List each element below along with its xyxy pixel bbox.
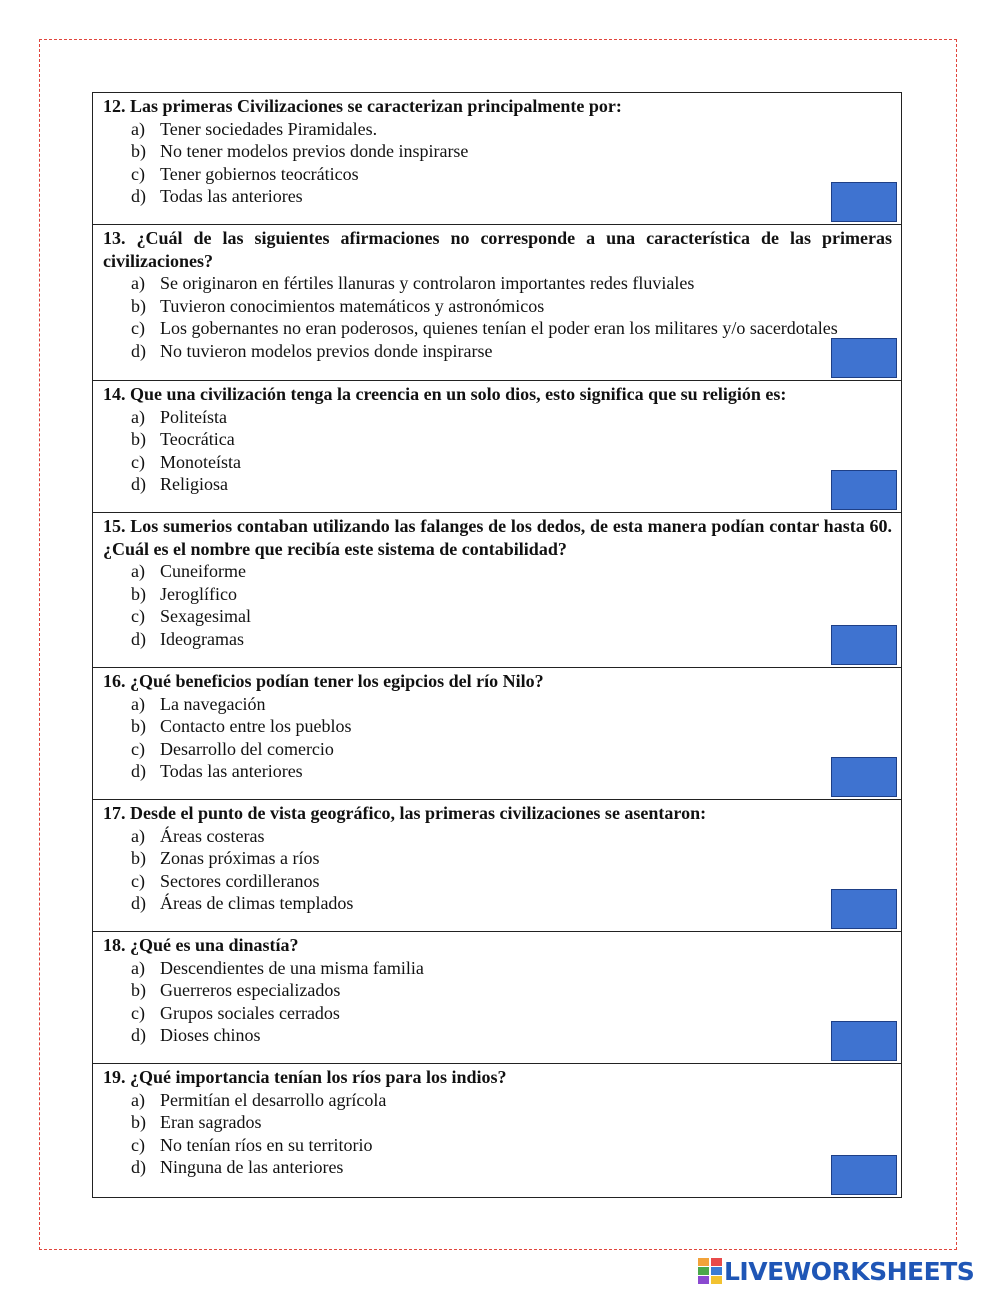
- answer-input-14[interactable]: [831, 470, 897, 510]
- option-text: Tuvieron conocimientos matemáticos y astronómicos: [160, 295, 545, 316]
- option-text: Sexagesimal: [160, 606, 251, 626]
- option-text: Áreas de climas templados: [160, 893, 354, 913]
- option-text: Zonas próximas a ríos: [160, 848, 320, 868]
- option-text: No tenían ríos en su territorio: [160, 1134, 373, 1155]
- option-letter: a): [131, 561, 145, 581]
- question-12: [93, 93, 901, 224]
- question-text: 17. Desde el punto de vista geográfico, las primeras civilizaciones se asentaron:: [103, 803, 707, 823]
- option-letter: c): [131, 1134, 145, 1155]
- answer-input-19[interactable]: [831, 1155, 897, 1195]
- option-text: Ideogramas: [160, 628, 244, 649]
- option-text: Cuneiforme: [160, 561, 246, 581]
- option-text: Jeroglífico: [160, 583, 237, 604]
- option-list: [103, 693, 892, 783]
- option-letter: b): [131, 583, 146, 604]
- option-letter: b): [131, 848, 146, 868]
- option-letter: c): [131, 451, 145, 472]
- question-15: [93, 512, 901, 667]
- option-letter: b): [131, 295, 146, 316]
- answer-input-13[interactable]: [831, 338, 897, 378]
- option-a: [103, 1089, 892, 1112]
- option-c: [103, 451, 892, 474]
- option-text: Religiosa: [160, 474, 228, 494]
- option-letter: b): [131, 716, 146, 736]
- option-list: [103, 1089, 892, 1179]
- option-d: [103, 628, 892, 651]
- option-letter: d): [131, 186, 146, 206]
- option-list: [103, 118, 892, 208]
- option-letter: c): [131, 870, 145, 891]
- answer-input-17[interactable]: [831, 889, 897, 929]
- option-b: [103, 583, 892, 606]
- option-text: Teocrática: [160, 429, 235, 449]
- question-text: 15. Los sumerios contaban utilizando las falanges de los dedos, de esta manera podían contar hasta 60. ¿Cuál es el nombre que recibía este sistema de contabilidad?: [103, 516, 892, 559]
- option-c: [103, 317, 892, 340]
- option-letter: b): [131, 429, 146, 449]
- option-text: Los gobernantes no eran poderosos, quienes tenían el poder eran los militares y/o sacerdotales: [160, 318, 838, 338]
- option-a: [103, 118, 892, 141]
- option-c: [103, 1002, 892, 1025]
- option-list: [103, 825, 892, 915]
- option-letter: b): [131, 141, 146, 161]
- question-text: 16. ¿Qué beneficios podían tener los egipcios del río Nilo?: [103, 671, 544, 691]
- option-a: [103, 406, 892, 429]
- option-d: [103, 473, 892, 496]
- option-c: [103, 163, 892, 186]
- option-text: Descendientes de una misma familia: [160, 957, 424, 978]
- option-a: [103, 825, 892, 848]
- question-14: [93, 380, 901, 512]
- option-text: Guerreros especializados: [160, 980, 341, 1000]
- question-13: [93, 224, 901, 380]
- question-text: 13. ¿Cuál de las siguientes afirmaciones no corresponde a una característica de las primeras civilizaciones?: [103, 228, 892, 271]
- answer-input-15[interactable]: [831, 625, 897, 665]
- option-letter: d): [131, 761, 146, 781]
- option-letter: d): [131, 474, 146, 494]
- liveworksheets-logo: [698, 1257, 974, 1285]
- option-d: [103, 1024, 892, 1047]
- option-d: [103, 1156, 892, 1179]
- option-letter: a): [131, 118, 145, 139]
- option-letter: d): [131, 893, 146, 913]
- option-d: [103, 185, 892, 208]
- option-letter: c): [131, 738, 145, 759]
- option-letter: c): [131, 1002, 145, 1023]
- option-text: Ninguna de las anteriores: [160, 1157, 344, 1177]
- question-18: [93, 931, 901, 1063]
- option-b: [103, 1111, 892, 1134]
- option-letter: a): [131, 1089, 145, 1110]
- option-letter: b): [131, 980, 146, 1000]
- option-list: [103, 560, 892, 650]
- option-text: Tener sociedades Piramidales.: [160, 118, 378, 139]
- option-text: Se originaron en fértiles llanuras y controlaron importantes redes fluviales: [160, 273, 695, 293]
- option-letter: d): [131, 340, 146, 361]
- option-text: Dioses chinos: [160, 1025, 261, 1045]
- question-17: [93, 799, 901, 931]
- option-text: No tuvieron modelos previos donde inspirarse: [160, 340, 493, 361]
- option-b: [103, 140, 892, 163]
- option-letter: c): [131, 606, 145, 626]
- option-c: [103, 605, 892, 628]
- option-letter: d): [131, 1025, 146, 1045]
- option-text: Grupos sociales cerrados: [160, 1002, 340, 1023]
- option-b: [103, 979, 892, 1002]
- option-d: [103, 760, 892, 783]
- option-text: Politeísta: [160, 406, 227, 427]
- option-text: Contacto entre los pueblos: [160, 716, 352, 736]
- option-text: Todas las anteriores: [160, 186, 303, 206]
- option-list: [103, 957, 892, 1047]
- option-a: [103, 693, 892, 716]
- option-a: [103, 957, 892, 980]
- option-text: Tener gobiernos teocráticos: [160, 163, 359, 184]
- option-letter: c): [131, 163, 145, 184]
- option-a: [103, 272, 892, 295]
- question-text: 19. ¿Qué importancia tenían los ríos para los indios?: [103, 1067, 507, 1087]
- option-letter: a): [131, 825, 145, 846]
- option-text: Eran sagrados: [160, 1112, 262, 1132]
- option-b: [103, 715, 892, 738]
- option-text: Todas las anteriores: [160, 761, 303, 781]
- option-c: [103, 1134, 892, 1157]
- option-letter: a): [131, 693, 145, 714]
- option-letter: d): [131, 628, 146, 649]
- question-text: 14. Que una civilización tenga la creencia en un solo dios, esto significa que su religión es:: [103, 384, 787, 404]
- option-list: [103, 272, 892, 362]
- question-19: [93, 1063, 901, 1197]
- option-text: La navegación: [160, 693, 266, 714]
- option-text: Permitían el desarrollo agrícola: [160, 1089, 387, 1110]
- option-text: Desarrollo del comercio: [160, 738, 334, 759]
- answer-input-16[interactable]: [831, 757, 897, 797]
- option-letter: a): [131, 273, 145, 293]
- question-text: 12. Las primeras Civilizaciones se caracterizan principalmente por:: [103, 96, 622, 116]
- option-c: [103, 870, 892, 893]
- liveworksheets-logo-text: LIVEWORKSHEETS: [724, 1256, 975, 1286]
- option-letter: a): [131, 957, 145, 978]
- option-text: Monoteísta: [160, 451, 241, 472]
- option-b: [103, 847, 892, 870]
- liveworksheets-logo-icon: [698, 1258, 722, 1284]
- question-text: 18. ¿Qué es una dinastía?: [103, 935, 299, 955]
- option-text: Sectores cordilleranos: [160, 870, 320, 891]
- option-letter: d): [131, 1157, 146, 1177]
- option-list: [103, 406, 892, 496]
- answer-input-18[interactable]: [831, 1021, 897, 1061]
- question-16: [93, 667, 901, 799]
- option-d: [103, 340, 892, 363]
- option-text: No tener modelos previos donde inspirarse: [160, 141, 469, 161]
- answer-input-12[interactable]: [831, 182, 897, 222]
- question-table: [92, 92, 902, 1198]
- option-text: Áreas costeras: [160, 825, 265, 846]
- option-c: [103, 738, 892, 761]
- option-b: [103, 295, 892, 318]
- option-letter: a): [131, 406, 145, 427]
- option-d: [103, 892, 892, 915]
- option-letter: c): [131, 318, 145, 338]
- option-a: [103, 560, 892, 583]
- option-letter: b): [131, 1112, 146, 1132]
- option-b: [103, 428, 892, 451]
